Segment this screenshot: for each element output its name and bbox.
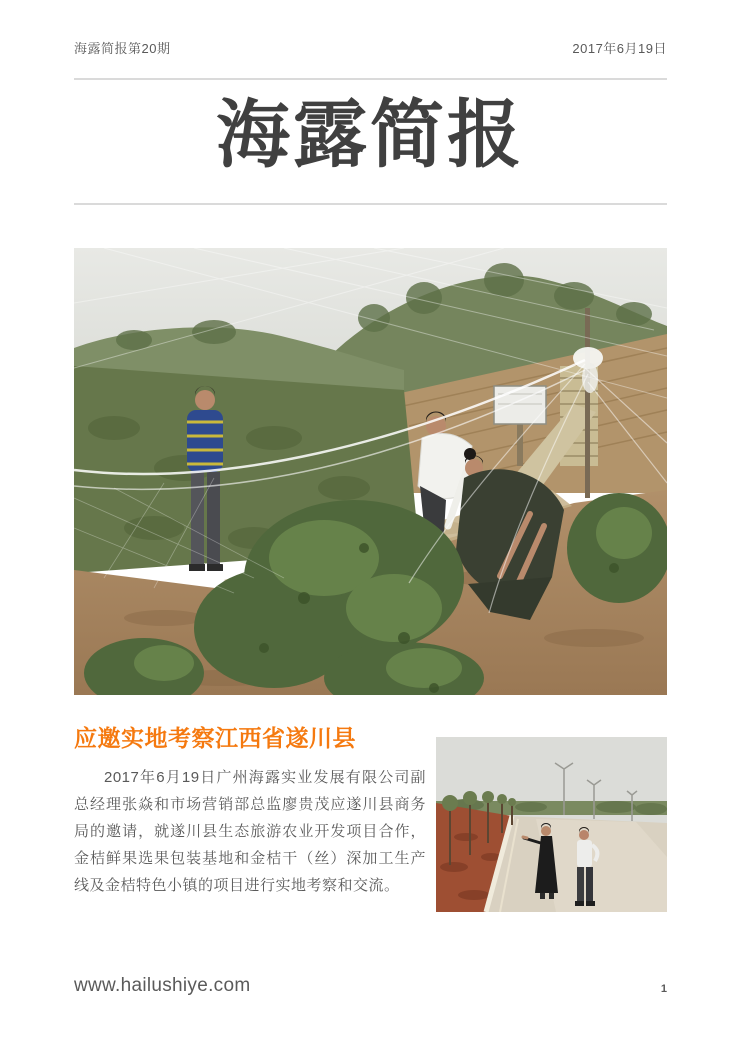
header-divider xyxy=(74,78,667,80)
header-issue-label: 海露简报第20期 xyxy=(74,41,171,56)
article-heading: 应邀实地考察江西省遂川县 xyxy=(74,725,356,751)
title-divider xyxy=(74,203,667,205)
footer-page-number: 1 xyxy=(660,983,667,995)
side-photo-illustration xyxy=(436,737,667,912)
main-photo xyxy=(74,248,667,695)
net-pole xyxy=(585,308,590,498)
page-title: 海露简报 xyxy=(216,93,524,176)
side-photo xyxy=(436,737,667,912)
main-photo-illustration xyxy=(74,248,667,695)
footer-website-url: www.hailushiye.com xyxy=(74,975,251,996)
header-date: 2017年6月19日 xyxy=(572,41,667,56)
article-body: 2017年6月19日广州海露实业发展有限公司副总经理张焱和市场营销部总监廖贵茂应遂川县商务局的邀请，就遂川县生态旅游农业开发项目合作，金桔鲜果选果包装基地和金桔干（丝）深加工生产线及金桔特色小镇的项目进行实地考察和交流。 xyxy=(74,769,426,894)
